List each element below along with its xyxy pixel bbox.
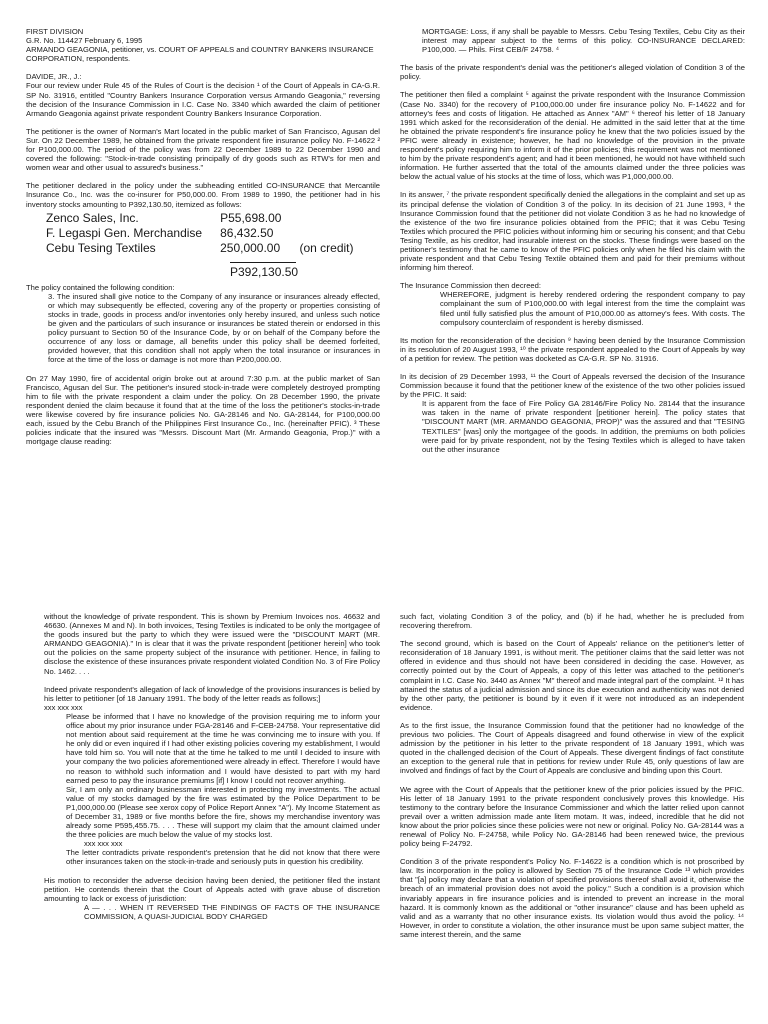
- table-row: [46, 211, 372, 226]
- item-name: Zenco Sales, Inc.: [46, 210, 139, 225]
- paragraph: The Insurance Commission then decreed:: [400, 281, 541, 291]
- paragraph: The petitioner declared in the policy under the subheading entitled CO-INSURANCE that Mercantile Insurance Co., Inc. was the co-insurer for P50,000.00. From 1989 to 1990, the petitioner had in his inventory stocks amounting to P392,130.50, itemized as follows:: [26, 181, 380, 209]
- stock-inventory-table: [46, 211, 372, 256]
- quote-continuation: without the knowledge of private respondent. This is shown by Premium Invoices nos. 46632 and 46630. (Annexes M and N). In both invoices, Tesing Textiles is indicated to be only the mortgagee of the goods insured but the party to which they were issued were the "DISCOUNT MART (MR. ARMANDO GEAGONIA)." In is clear that it was the private respondent [petitioner herein] who took out the policies on the same property subject of the insurance with petitioner. Hence, in failing to disclose the existence of these insurances private respondent violated Condition No. 3 of Fire Policy No. 1462. . . .: [44, 612, 380, 676]
- paragraph: The petitioner then filed a complaint ⁵ against the private respondent with the Insurance Commission (Case No. 3340) for the recovery of P100,000.00 under fire insurance policy No. F-14622 and for attorney's fees and costs of litigation. He attached as Annex "AM" ⁶ thereof his letter of 18 January 1991 which asked for the reconsideration of the denial. He admitted in the said letter that at the time he obtained the private respondent's fire insurance policy he knew that the two policies issued by the PFIC were already in existence; however, he had no knowledge of the provision in the private respondent's policy requiring him to inform it of the prior policies; this requirement was not mentioned to him by the private respondent's agent; and had it been mentioned, he would not have withheld such information. He further asserted that the total of the amounts claimed under the three policies was below the actual value of his stocks at the time of loss, which was P1,000,000.00.: [400, 90, 745, 182]
- appeals-court-quote: It is apparent from the face of Fire Policy GA 28146/Fire Policy No. 28144 that the insurance was taken in the name of private respondent [petitioner herein]. The policy states that "DISCOUNT MART (MR. ARMANDO GEAGONIA, PROP)" was the assured and that "TESING TEXTILES" [was] only the mortgagee of the goods. In addition, the premiums on both policies were paid for by private respondent, not by the Tesing Textiles which is alleged to have taken out the other insurance: [422, 399, 745, 454]
- division-label: FIRST DIVISION: [26, 27, 84, 36]
- item-note: [299, 226, 371, 241]
- condition-3-text: 3. The insured shall give notice to the Company of any insurance or insurances already effected, or which may subsequently be effected, covering any of the property or properties consisting of stocks in trade, goods in process and/or inventories only hereby insured, and unless such notice be given and the particulars of such insurance or insurances be stated therein or endorsed in this policy pursuant to Section 50 of the Insurance Code, by or on behalf of the Company before the occurrence of any loss or damage, all benefits under this policy shall be deemed forfeited, provided however, that this condition shall not apply when the total insurance or insurances in force at the time of the loss or damage is not more than P200,000.00.: [48, 291, 380, 365]
- total-rule: [230, 262, 296, 263]
- letter-paragraph: Please be informed that I have no knowledge of the provision requiring me to inform your office about my prior insurance under FGA-28146 and F-CEB-24758. Your representative did not mention about said requirement at the time he was convincing me to insure with you. If he only did or even inquired if I had other existing policies covering my establishment, I would have told him so. You will note that at the time he talked to me until I decided to insure with your company the two policies aforementioned were already in effect. Therefore I would have no reason to withhold such information and I would have desisted to part with my hard earned peso to pay the insurance premiums [if] I know I could not recover anything.: [66, 711, 380, 785]
- ellipsis: xxx xxx xxx: [84, 839, 123, 849]
- item-note: [299, 211, 371, 226]
- case-number: G.R. No. 114427 February 6, 1995: [26, 36, 143, 46]
- item-amount: P55,698.00: [220, 210, 282, 225]
- page-1-left-column: [26, 27, 380, 455]
- paragraph: such fact, violating Condition 3 of the policy, and (b) if he had, whether he is precluded from recovering therefrom.: [400, 612, 744, 631]
- page-2-left-column: [44, 612, 380, 930]
- paragraph: In its decision of 29 December 1993, ¹¹ the Court of Appeals reversed the decision of the Insurance Commission because it found that the petitioner knew of the existence of the two other policies issued by the PFIC. It said:: [400, 372, 745, 400]
- item-name: F. Legaspi Gen. Merchandise: [46, 225, 203, 240]
- ellipsis: xxx xxx xxx: [44, 702, 83, 712]
- ground-a: A — . . . WHEN IT REVERSED THE FINDINGS OF FACTS OF THE INSURANCE COMMISSION, A QUASI-JUDICIAL BODY CHARGED: [84, 902, 380, 921]
- paragraph: As to the first issue, the Insurance Commission found that the petitioner had no knowledge of the previous two policies. The Court of Appeals disagreed and found otherwise in view of the explicit admission by the petitioner in his letter to the private respondent of 18 January 1991, which was quoted in the challenged decision of the Court of Appeals. These divergent findings of fact constitute an exception to the general rule that in petitions for review under Rule 45, only questions of law are involved and findings of fact by the Court of Appeals are conclusive and binding upon this Court.: [400, 720, 744, 776]
- condition-intro: The policy contained the following condition:: [26, 282, 175, 292]
- paragraph: The second ground, which is based on the Court of Appeals' reliance on the petitioner's letter of reconsideration of 18 January 1991, is without merit. The petitioner claims that the said letter was not offered in evidence and thus should not have been considered in deciding the case. However, as correctly pointed out by the Court of Appeals, a copy of this letter was attached to the petitioner's complaint in I.C. Case No. 3440 as Annex "M" thereof and made integral part of the complaint. ¹² It has attained the status of a judicial admission and since its due execution and authenticity was not denied by the other party, the petitioner is bound by it even if it were not introduced as an independent evidence.: [400, 639, 744, 712]
- paragraph: We agree with the Court of Appeals that the petitioner knew of the prior policies issued by the PFIC. His letter of 18 January 1991 to the private respondent conclusively proves this knowledge. His testimony to the contrary before the Insurance Commissioner and which the latter relied upon cannot prevail over a written admission made ante litem motam. It was, indeed, incredible that he did not know about the prior policies since these policies were not new or original. Policy No. GA-28144 was a renewal of Policy No. F-24758, while Policy No. GA-28146 had been renewed twice, the previous policy being F-24792.: [400, 784, 745, 849]
- ponente: DAVIDE, JR., J.:: [26, 72, 82, 82]
- paragraph: Its motion for the reconsideration of the decision ⁹ having been denied by the Insurance Commission in its resolution of 20 August 1993, ¹⁰ the private respondent appealed to the Court of Appeals by way of a petition for review. The petition was docketed as CA-G.R. SP No. 31916.: [400, 335, 745, 363]
- paragraph: Indeed private respondent's allegation of lack of knowledge of the provisions insurances is belied by his letter to petitioner [of 18 January 1991. The body of the letter reads as follows;]: [44, 684, 380, 703]
- paragraph: The basis of the private respondent's denial was the petitioner's alleged violation of Condition 3 of the policy.: [400, 63, 745, 82]
- document-page-2: [0, 512, 768, 1024]
- paragraph: The petitioner is the owner of Norman's Mart located in the public market of San Francisco, Agusan del Sur. On 22 December 1989, he obtained from the private respondent fire insurance policy No. F-14622 ² for P100,000.00. The period of the policy was from 22 December 1989 to 22 December 1990 and covered the following: "Stock-in-trade consisting principally of dry goods such as RTW's for men and women wear and other usual to assured's business.": [26, 126, 380, 173]
- item-amount: 86,432.50: [220, 225, 274, 240]
- paragraph: In its answer, ⁷ the private respondent specifically denied the allegations in the complaint and set up as its principal defense the violation of Condition 3 of the policy. In its decision of 21 June 1993, ⁸ the Insurance Commission found that the petitioner did not violate Condition 3 as he had no knowledge of the existence of the two fire insurance policies obtained from the PFIC; that it was Cebu Tesing Textiles which procured the PFIC policies without informing him or securing his consent; and that Cebu Tesing Textile, as his creditor, had insurable interest on the stocks. These findings were based on the petitioner's testimony that he came to know of the PFIC policies only when he filed his claim with the private respondent and that Cebu Tesing Textile obtained them and paid for their premiums without informing him thereof.: [400, 190, 745, 273]
- item-note: (on credit): [299, 240, 354, 255]
- case-parties: ARMANDO GEAGONIA, petitioner, vs. COURT OF APPEALS and COUNTRY BANKERS INSURANCE CORPORATION, respondents.: [26, 45, 374, 64]
- item-name: Cebu Tesing Textiles: [46, 240, 156, 255]
- item-amount: 250,000.00: [220, 240, 281, 255]
- letter-paragraph: The letter contradicts private respondent's pretension that he did not know that there were other insurances taken on the stock-in-trade and seriously puts in question his credibility.: [66, 848, 380, 867]
- stock-total: P392,130.50: [230, 264, 299, 279]
- table-row: [46, 241, 372, 256]
- commission-decree: WHEREFORE, judgment is hereby rendered ordering the respondent company to pay complainant the sum of P100,000.00 with legal interest from the time the complaint was filed until fully satisfied plus the amount of P10,000.00 as attorney's fees. With costs. The compulsory counterclaim of respondent is hereby dismissed.: [440, 290, 745, 327]
- page-2-right-column: [400, 612, 744, 948]
- paragraph: Four our review under Rule 45 of the Rules of Court is the decision ¹ of the Court of Appeals in CA-G.R. SP No. 31916, entitled "Country Bankers Insurance Corporation versus Armando Geagonia," reversing the decision of the Insurance Commission in I.C. Case No. 3340 which awarded the claim of petitioner Armando Geagonia against private respondent Country Bankers Insurance Corporation.: [26, 81, 380, 118]
- paragraph: On 27 May 1990, fire of accidental origin broke out at around 7:30 p.m. at the public market of San Francisco, Agusan del Sur. The petitioner's insured stock-in-trade were completely destroyed prompting him to file with the private respondent a claim under the policy. On 28 December 1990, the private respondent denied the claim because it found that at the time of the loss the petitioner's stocks-in-trade were likewise covered by fire insurance policies No. GA-28146 and No. GA-28144, for P100,000.00 each, issued by the Cebu Branch of the Philippines First Insurance Co., Inc. (hereinafter PFIC). ³ These policies indicate that the insured was "Messrs. Discount Mart (Mr. Armando Geagonia, Prop.)" with a mortgage clause reading:: [26, 373, 380, 447]
- table-row: [46, 226, 372, 241]
- paragraph: His motion to reconsider the adverse decision having been denied, the petitioner filed the instant petition. He contends therein that the Court of Appeals acted with grave abuse of discretion amounting to lack or excess of jurisdiction:: [44, 875, 380, 903]
- case-header: [26, 27, 380, 81]
- letter-paragraph: Sir, I am only an ordinary businessman interested in protecting my investments. The actual value of my stocks damaged by the fire was estimated by the Police Department to be P1,000,000.00 (Please see xerox copy of Police Report Annex "A"). My Income Statement as of December 31, 1989 or five months before the fire, shows my merchandise inventory was already some P595,455.75. . . . These will support my claim that the amount claimed under the three policies are much below the value of my stocks lost.: [66, 784, 380, 840]
- paragraph: Condition 3 of the private respondent's Policy No. F-14622 is a condition which is not proscribed by law. Its incorporation in the policy is allowed by Section 75 of the Insurance Code ¹³ which provides that "[a] policy may declare that a violation of specified provisions thereof shall avoid it, otherwise the breach of an immaterial provision does not avoid the policy." Such a condition is a provision which invariably appears in fire insurance policies and is intended to prevent an increase in the moral hazard. It is commonly known as the additional or "other insurance" clause and has been upheld as valid and as a warranty that no other insurance exists. Its violation would thus avoid the policy. ¹⁴ However, in order to constitute a violation, the other insurance must be upon same subject matter, the same interest therein, and the same: [400, 857, 744, 939]
- mortgage-clause: MORTGAGE: Loss, if any shall be payable to Messrs. Cebu Tesing Textiles, Cebu City as their interest may appear subject to the terms of this policy. CO-INSURANCE DECLARED: P100,000. — Phils. First CEB/F 24758. ⁴: [422, 27, 745, 55]
- page-1-right-column: [400, 27, 745, 463]
